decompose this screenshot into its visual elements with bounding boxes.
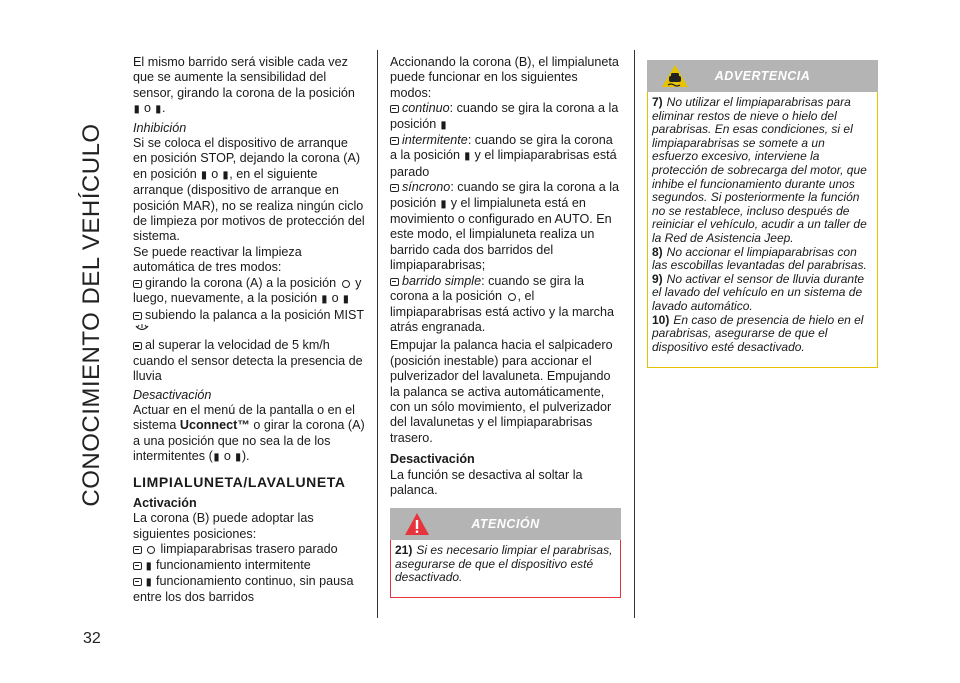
bullet-icon	[133, 342, 142, 350]
wiper-continuous-icon: ▮	[440, 119, 447, 131]
wiper-intermittent-icon: ▮	[464, 151, 471, 163]
text: : cuando se gira la corona a la posición	[390, 180, 620, 210]
column-1	[133, 55, 365, 606]
wiper-intermittent-icon: ▮	[155, 104, 162, 116]
text: No utilizar el limpiaparabrisas para eliminar restos de nieve o hielo del parabrisas. En esas condiciones, si el limpiaparabrisas se somete a un esfuerzo excesivo, interviene la protección de sobrecarga del motor, que inhibe el funcionamiento durante unos segundos. Si posteriormente la función no se restablece, incluso después de reiniciar el vehículo, acudir a un taller de la Red de Asistencia Jeep.	[652, 95, 867, 245]
attention-body	[391, 540, 620, 589]
text: No activar el sensor de lluvia durante el lavado del vehículo en un sistema de lavado automático.	[652, 271, 865, 313]
note	[652, 246, 873, 273]
list-item	[390, 180, 622, 273]
list-item	[133, 542, 365, 557]
list-item	[133, 558, 365, 574]
note	[652, 96, 873, 246]
column-divider	[377, 50, 378, 618]
text: No accionar el limpiaparabrisas con las escobillas levantadas del parabrisas.	[652, 244, 867, 273]
text: Actuar en el menú de la pantalla o en el sistema	[133, 402, 355, 433]
term: síncrono	[402, 180, 451, 195]
wiper-intermittent-icon: ▮	[146, 560, 152, 572]
attention-title: ATENCIÓN	[471, 517, 540, 531]
attention-box	[390, 508, 621, 598]
text: Si se coloca el dispositivo de arranque en posición STOP, dejando la corona (A) en posición	[133, 136, 361, 181]
note-number: 21)	[395, 543, 413, 557]
text: , en el siguiente arranque (dispositivo de arranque en posición MAR), no se realiza ningún ciclo de limpieza por motivos de protección del sistema.	[133, 166, 365, 244]
list-item	[390, 101, 622, 133]
bullet-icon	[133, 280, 142, 288]
note-number: 10)	[652, 312, 670, 327]
text: : cuando se gira la corona a la posición	[390, 101, 619, 131]
list-item	[390, 133, 622, 180]
subheading-deactivation: Desactivación	[390, 452, 475, 467]
text: y el limpialuneta está en movimiento o configurado en AUTO. En este modo, el limpialuneta realiza un barrido cada dos barridos del limpiaparabrisas;	[390, 195, 612, 273]
text: , el limpiaparabrisas está activo y la marcha atrás engranada.	[390, 289, 614, 334]
wiper-continuous-icon: ▮	[134, 104, 140, 116]
paragraph: La corona (B) puede adoptar las siguientes posiciones:	[133, 511, 314, 541]
car-slip-icon	[661, 64, 689, 88]
bullet-icon	[133, 312, 142, 320]
ring-off-icon	[147, 546, 155, 554]
note-number: 8)	[652, 244, 663, 259]
text: subiendo la palanca a la posición MIST	[145, 307, 364, 322]
ring-off-icon	[342, 280, 350, 288]
paragraph: Se puede reactivar la limpieza automática de tres modos:	[133, 244, 302, 275]
paragraph: Accionando la corona (B), el limpialuneta puede funcionar en los siguientes modos:	[390, 55, 619, 100]
note-number: 9)	[652, 271, 663, 286]
paragraph	[133, 136, 365, 245]
bullet-icon	[133, 562, 142, 570]
mist-icon	[135, 324, 149, 334]
text: En caso de presencia de hielo en el parabrisas, asegurarse de que el dispositivo esté desactivado.	[652, 312, 864, 354]
text: y luego, nuevamente, a la posición	[133, 275, 362, 306]
text: al superar la velocidad de 5 km/h cuando el sensor detecta la presencia de lluvia	[133, 338, 363, 384]
bullet-icon	[390, 184, 399, 192]
bullet-icon	[390, 137, 399, 145]
wiper-continuous-icon: ▮	[321, 294, 328, 306]
text: : cuando se gira la corona a la posición	[390, 273, 585, 304]
text: ).	[241, 449, 250, 464]
warning-title: ADVERTENCIA	[714, 69, 811, 83]
list-item	[133, 574, 365, 606]
text: funcionamiento intermitente	[156, 557, 311, 572]
text: o	[223, 449, 231, 464]
list-item	[390, 274, 622, 336]
subheading-activation: Activación	[133, 495, 197, 510]
list-item	[133, 308, 365, 339]
text: : cuando se gira la corona a la posición	[390, 133, 613, 163]
text: Si es necesario limpiar el parabrisas, asegurarse de que el dispositivo esté desactivado.	[395, 543, 613, 585]
term: intermitente	[402, 133, 468, 148]
section-side-title: CONOCIMIENTO DEL VEHÍCULO	[78, 122, 105, 507]
note-number: 7)	[652, 95, 663, 109]
brand-name: Uconnect™	[179, 418, 250, 433]
subheading-inhibition: Inhibición	[133, 120, 187, 135]
paragraph: El mismo barrido será visible cada vez que se aumente la sensibilidad del sensor, girando la corona de la posición ▮ o ▮.	[133, 55, 365, 118]
text: o	[331, 291, 339, 306]
bullet-icon	[133, 578, 142, 586]
text: o girar la corona (A) a una posición que no sea la de los intermitentes (	[133, 418, 365, 464]
text: o	[211, 166, 219, 181]
list-item	[133, 276, 365, 308]
term: continuo	[402, 101, 450, 116]
text: El mismo barrido será visible cada vez que se aumente la sensibilidad del sensor, girando la corona de la posición	[133, 55, 355, 100]
attention-header	[390, 508, 621, 540]
paragraph: Empujar la palanca hacia el salpicadero (posición inestable) para accionar el pulverizador del lavaluneta. Empujando la palanca se activa automáticamente, con un sólo movimiento, el pulverizador del lavalunetas y el limpiaparabrisas trasero.	[390, 338, 613, 445]
text: funcionamiento continuo, sin pausa entre los dos barridos	[133, 574, 354, 605]
wiper-intermittent-icon: ▮	[222, 169, 229, 181]
text: limpiaparabrisas trasero parado	[160, 542, 338, 557]
text: o	[144, 101, 152, 116]
wiper-intermittent-icon: ▮	[235, 452, 241, 464]
page-number: 32	[83, 630, 101, 647]
warning-header	[647, 60, 878, 92]
warning-triangle-icon	[404, 512, 430, 536]
column-2	[390, 55, 622, 498]
note	[652, 273, 873, 314]
column-divider	[634, 50, 635, 618]
wiper-continuous-icon: ▮	[146, 577, 152, 588]
paragraph: La función se desactiva al soltar la palanca.	[390, 467, 583, 497]
text: girando la corona (A) a la posición	[145, 275, 337, 290]
ring-off-icon	[508, 293, 516, 301]
paragraph	[133, 403, 365, 466]
wiper-intermittent-icon: ▮	[440, 198, 447, 210]
bullet-icon	[390, 278, 399, 286]
bullet-icon	[390, 105, 399, 113]
warning-box	[647, 60, 878, 368]
list-item	[133, 338, 365, 384]
wiper-continuous-icon: ▮	[201, 169, 207, 181]
text: y el limpiaparabrisas está parado	[390, 148, 617, 179]
wiper-continuous-icon: ▮	[213, 452, 220, 464]
wiper-intermittent-icon: ▮	[343, 294, 349, 306]
note	[652, 314, 873, 355]
warning-body	[648, 92, 877, 358]
note	[395, 544, 616, 585]
term: barrido simple	[402, 273, 482, 288]
bullet-icon	[133, 546, 142, 554]
side-title-band	[72, 52, 112, 577]
subheading-deactivation: Desactivación	[133, 387, 212, 402]
section-title: LIMPIALUNETA/LAVALUNETA	[133, 473, 346, 490]
